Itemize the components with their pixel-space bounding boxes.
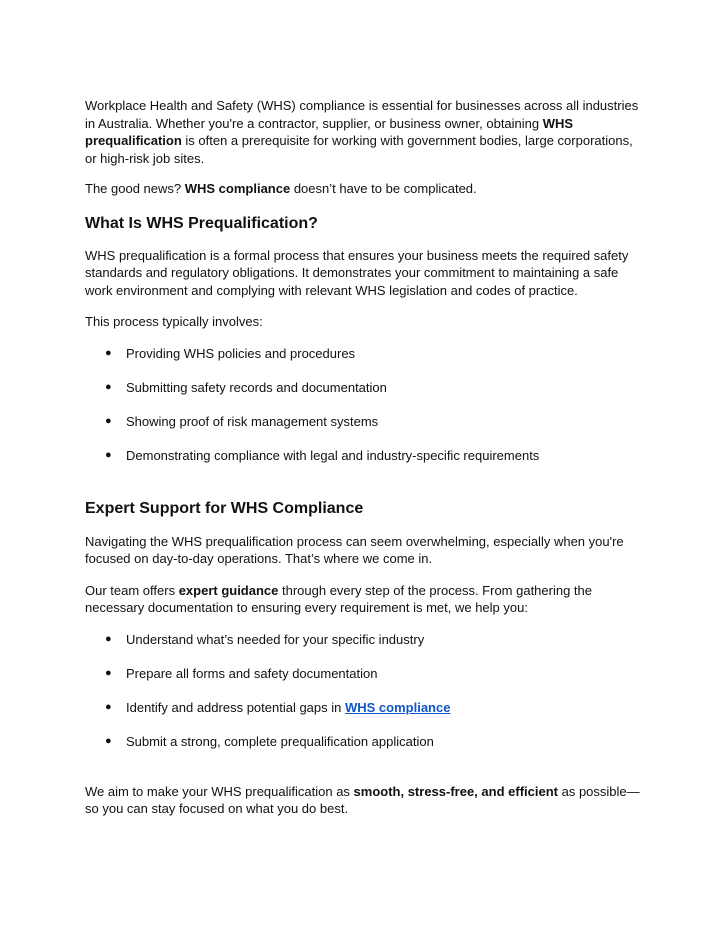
- team-paragraph: [85, 582, 640, 617]
- list-item: [85, 733, 640, 751]
- good-news-text-1: The good news?: [85, 181, 185, 196]
- list-item-text: Providing WHS policies and procedures: [126, 345, 356, 361]
- list-item: [85, 345, 640, 363]
- team-bold-term: expert guidance: [178, 582, 279, 598]
- bullet-icon: ●: [105, 449, 112, 462]
- process-list: [85, 345, 640, 465]
- list-item-text: Prepare all forms and safety documentation: [126, 665, 378, 681]
- heading-what-is-whs-prequalification: What Is WHS Prequalification?: [85, 214, 318, 232]
- list-item: [85, 665, 640, 683]
- list-item-text: Submitting safety records and documentation: [126, 379, 387, 395]
- navigating-paragraph: Navigating the WHS prequalification process can seem overwhelming, especially when you're focused on day-to-day operations. That’s where we come in.: [85, 533, 624, 567]
- list-item-text: Understand what’s needed for your specific industry: [126, 631, 425, 647]
- bullet-icon: ●: [105, 346, 112, 359]
- process-intro-paragraph: This process typically involves:: [85, 314, 263, 329]
- good-news-bold-term: WHS compliance: [184, 181, 291, 196]
- intro-bold-term: WHS prequalification: [85, 115, 574, 148]
- intro-text-2: is often a prerequisite for working with government bodies, large corporations, or high-risk job sites.: [85, 133, 633, 166]
- closing-paragraph: [85, 783, 640, 818]
- list-item: [85, 699, 640, 717]
- definition-paragraph: WHS prequalification is a formal process that ensures your business meets the required safety standards and regulatory obligations. It demonstrates your commitment to maintaining a safe work environment and complying with relevant WHS legislation and codes of practice.: [85, 247, 629, 298]
- list-item: [85, 379, 640, 397]
- heading-expert-support: Expert Support for WHS Compliance: [85, 499, 364, 517]
- bullet-icon: ●: [105, 735, 112, 748]
- list-item-text: Identify and address potential gaps in: [126, 699, 345, 715]
- bullet-icon: ●: [105, 666, 112, 679]
- list-item: [85, 447, 640, 465]
- closing-bold-term: smooth, stress-free, and efficient: [353, 783, 558, 799]
- list-item-text: Showing proof of risk management systems: [126, 413, 379, 429]
- bullet-icon: ●: [105, 380, 112, 393]
- list-item-text: Demonstrating compliance with legal and industry-specific requirements: [126, 448, 540, 464]
- whs-compliance-link[interactable]: WHS compliance: [344, 699, 451, 715]
- closing-text-2: as possible—so you can stay focused on what you do best.: [85, 783, 640, 817]
- team-text-1: Our team offers: [85, 582, 179, 598]
- list-item: [85, 413, 640, 431]
- closing-text-1: We aim to make your WHS prequalification as: [85, 783, 354, 799]
- good-news-paragraph: [85, 180, 640, 198]
- list-item: [85, 631, 640, 649]
- good-news-text-2: doesn’t have to be complicated.: [290, 181, 477, 196]
- intro-text-1: Workplace Health and Safety (WHS) compliance is essential for businesses across all industries in Australia. Whether you're a contractor, supplier, or business owner, obtaining: [85, 98, 639, 131]
- intro-paragraph: [85, 97, 640, 167]
- bullet-icon: ●: [105, 700, 112, 713]
- bullet-icon: ●: [105, 414, 112, 427]
- bullet-icon: ●: [105, 632, 112, 645]
- help-list: [85, 631, 640, 751]
- team-text-2: through every step of the process. From gathering the necessary documentation to ensuring every requirement is met, we help you:: [85, 582, 593, 616]
- list-item-text: Submit a strong, complete prequalification application: [126, 734, 434, 750]
